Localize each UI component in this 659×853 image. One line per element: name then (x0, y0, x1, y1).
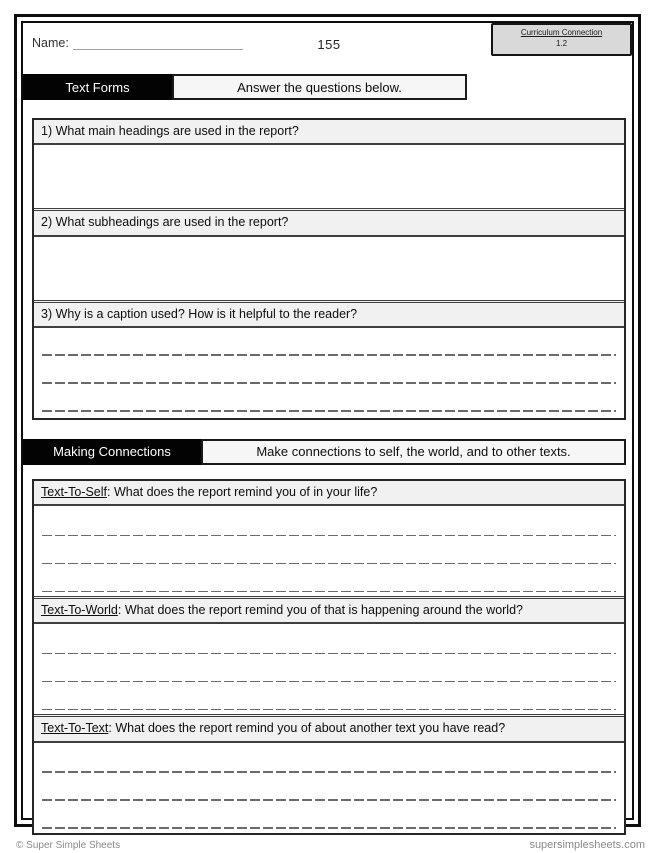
answer-line[interactable] (42, 535, 616, 536)
making-connections-section-bar (23, 439, 626, 465)
answer-line[interactable] (42, 653, 616, 654)
answer-line[interactable] (42, 681, 616, 682)
question-2-prompt: 2) What subheadings are used in the report? (34, 208, 624, 236)
answer-line[interactable] (42, 410, 616, 411)
line-row (42, 508, 616, 536)
line-row (42, 682, 616, 710)
text-to-world-answer-area[interactable] (34, 624, 624, 714)
question-1-answer-area[interactable] (34, 145, 624, 208)
text-forms-questions-box (32, 118, 626, 420)
question-1-prompt: 1) What main headings are used in the report? (34, 120, 624, 145)
answer-line[interactable] (42, 827, 616, 828)
making-connections-tab: Making Connections (23, 439, 201, 465)
line-row (42, 536, 616, 564)
line-row (42, 564, 616, 592)
text-forms-instruction: Answer the questions below. (172, 74, 467, 100)
text-to-self-prompt (34, 481, 624, 506)
line-row (42, 745, 616, 773)
line-row (42, 773, 616, 801)
answer-line[interactable] (42, 591, 616, 592)
text-to-self-question: : What does the report remind you of in your life? (107, 484, 378, 499)
making-connections-box (32, 479, 626, 835)
question-3-prompt: 3) Why is a caption used? How is it helpful to the reader? (34, 300, 624, 328)
line-row (42, 626, 616, 654)
making-connections-instruction: Make connections to self, the world, and to other texts. (201, 439, 626, 465)
page-number: 155 (317, 37, 341, 52)
text-to-text-prompt (34, 714, 624, 742)
line-row (42, 384, 616, 412)
text-to-world-question: : What does the report remind you of that is happening around the world? (117, 603, 523, 617)
curriculum-connection-code: 1.2 (555, 38, 568, 48)
answer-line[interactable] (42, 799, 616, 800)
curriculum-connection-badge (491, 23, 632, 56)
text-to-text-answer-area[interactable] (34, 743, 624, 833)
text-forms-tab: Text Forms (23, 74, 172, 100)
answer-line[interactable] (42, 771, 616, 772)
text-to-self-term: Text-To-Self (41, 484, 107, 499)
curriculum-connection-title: Curriculum Connection (520, 28, 603, 37)
line-row (42, 356, 616, 384)
text-to-text-question: : What does the report remind you of about another text you have read? (108, 721, 506, 736)
line-row (42, 654, 616, 682)
text-to-self-answer-area[interactable] (34, 506, 624, 596)
answer-line[interactable] (42, 382, 616, 383)
line-row (42, 328, 616, 356)
line-row (42, 801, 616, 829)
website-link[interactable]: supersimplesheets.com (529, 839, 645, 851)
name-input-line[interactable] (73, 36, 243, 50)
question-3-answer-area[interactable] (34, 328, 624, 418)
text-to-world-term: Text-To-World (41, 603, 118, 617)
name-label: Name: (32, 36, 69, 50)
page-border-outer (14, 14, 641, 827)
question-2-answer-area[interactable] (34, 237, 624, 300)
text-forms-section-bar (23, 74, 626, 100)
worksheet-page (21, 21, 634, 820)
answer-line[interactable] (42, 354, 616, 355)
page-footer (16, 839, 645, 851)
text-to-world-prompt (34, 596, 624, 624)
answer-line[interactable] (42, 563, 616, 564)
text-to-text-term: Text-To-Text (41, 721, 109, 736)
copyright-text: © Super Simple Sheets (16, 840, 121, 851)
answer-line[interactable] (42, 709, 616, 710)
